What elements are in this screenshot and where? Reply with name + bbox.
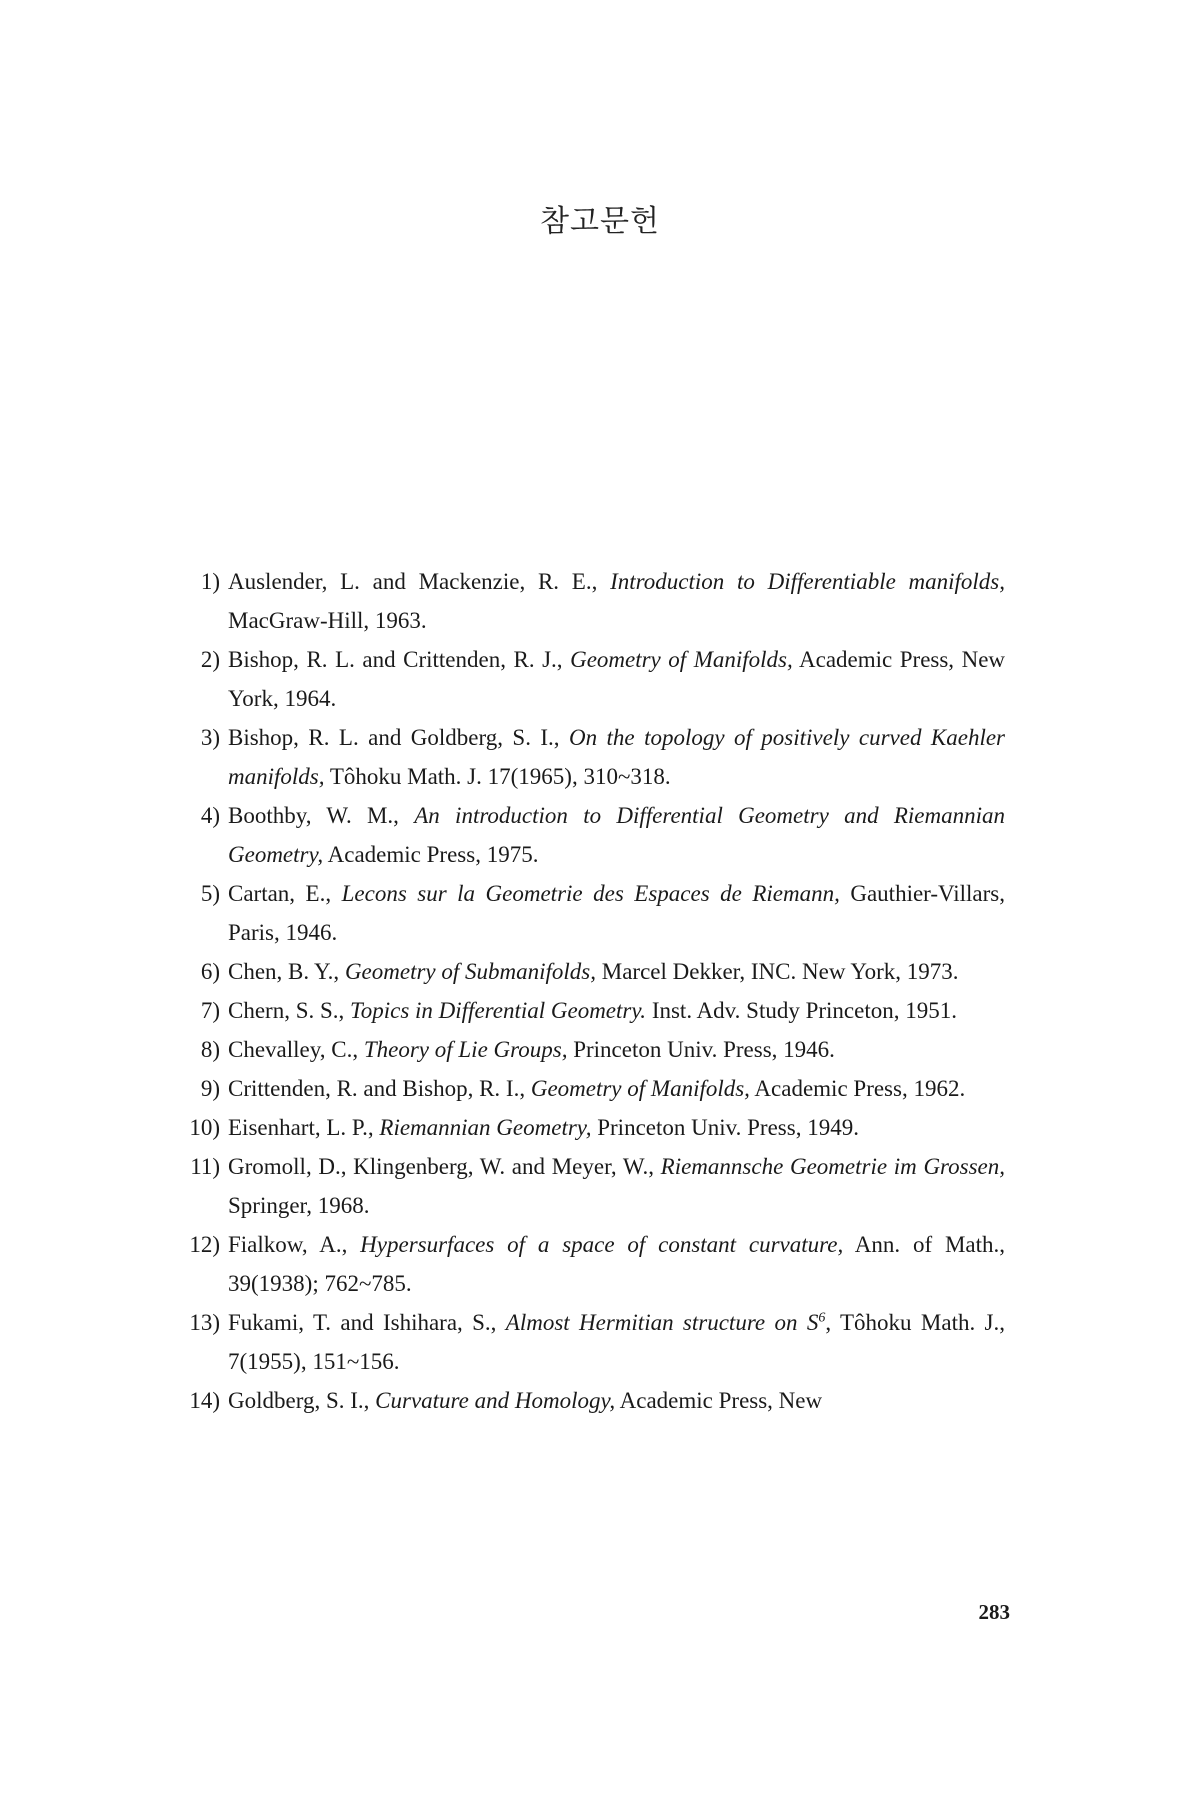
reference-authors: Bishop, R. L. and Goldberg, S. I., — [228, 725, 560, 750]
reference-item — [195, 952, 1005, 991]
reference-title: Geometry of Manifolds, — [530, 1076, 750, 1101]
reference-item — [189, 1381, 1005, 1420]
reference-number: 10) — [189, 1115, 220, 1140]
reference-item — [195, 796, 1005, 874]
reference-publication: Marcel Dekker, INC. New York, 1973. — [601, 959, 959, 984]
reference-title: Riemannsche Geometrie im Grossen, — [660, 1154, 1006, 1179]
reference-publication: Academic Press, New — [619, 1388, 823, 1413]
reference-authors: Crittenden, R. and Bishop, R. I., — [228, 1076, 526, 1101]
reference-number: 11) — [190, 1154, 220, 1179]
reference-item — [195, 1069, 1005, 1108]
reference-authors: Gromoll, D., Klingenberg, W. and Meyer, W., — [228, 1154, 654, 1179]
reference-number: 13) — [189, 1310, 220, 1335]
reference-title: Geometry of Submanifolds, — [344, 959, 596, 984]
reference-number: 1) — [200, 569, 220, 594]
reference-publication: Princeton Univ. Press, 1949. — [597, 1115, 859, 1140]
reference-item — [195, 718, 1005, 796]
reference-publication: Gauthier-Villars, Paris, 1946. — [228, 881, 1005, 945]
reference-title: Theory of Lie Groups, — [363, 1037, 568, 1062]
reference-number: 5) — [200, 881, 220, 906]
reference-list — [189, 562, 1006, 1420]
reference-item — [189, 1303, 1006, 1381]
reference-title: Lecons sur la Geometrie des Espaces de Riemann, — [341, 881, 840, 906]
reference-authors: Cartan, E., — [228, 881, 332, 906]
reference-title: Riemannian Geometry, — [379, 1115, 592, 1140]
page-title: 참고문헌 — [540, 204, 660, 239]
reference-authors: Fukami, T. and Ishihara, S., — [228, 1310, 497, 1335]
reference-number: 14) — [189, 1388, 220, 1413]
reference-authors: Boothby, W. M., — [228, 803, 399, 828]
reference-authors: Fialkow, A., — [228, 1232, 348, 1257]
page-number: 283 — [978, 1600, 1010, 1624]
reference-authors: Eisenhart, L. P., — [228, 1115, 374, 1140]
reference-title: An introduction to Differential Geometry and Riemannian Geometry, — [228, 803, 1006, 867]
reference-publication: Academic Press, New York, 1964. — [228, 647, 1006, 711]
reference-publication: Academic Press, 1962. — [754, 1076, 966, 1101]
reference-number: 9) — [200, 1076, 220, 1101]
reference-publication: , Tôhoku Math. J., 7(1955), 151~156. — [228, 1310, 1006, 1374]
reference-item — [195, 640, 1005, 718]
reference-item — [189, 1225, 1005, 1303]
reference-number: 6) — [200, 959, 220, 984]
reference-title: Topics in Differential Geometry. — [350, 998, 647, 1023]
reference-number: 4) — [200, 803, 220, 828]
reference-title: On the topology of positively curved Kaehler manifolds, — [228, 725, 1005, 789]
reference-publication: Inst. Adv. Study Princeton, 1951. — [651, 998, 957, 1023]
reference-number: 12) — [189, 1232, 220, 1257]
reference-item — [195, 991, 1005, 1030]
reference-publication: Springer, 1968. — [228, 1193, 370, 1218]
reference-item — [195, 1030, 1005, 1069]
reference-authors: Auslender, L. and Mackenzie, R. E., — [228, 569, 598, 594]
reference-authors: Chen, B. Y., — [228, 959, 340, 984]
reference-item — [195, 562, 1005, 640]
reference-publication: Princeton Univ. Press, 1946. — [573, 1037, 835, 1062]
reference-publication: Academic Press, 1975. — [327, 842, 539, 867]
reference-number: 7) — [200, 998, 220, 1023]
reference-authors: Bishop, R. L. and Crittenden, R. J., — [228, 647, 563, 672]
reference-title — [506, 1310, 826, 1335]
reference-title-superscript: 6 — [818, 1310, 826, 1326]
reference-title: Introduction to Differentiable manifolds, — [610, 569, 1006, 594]
reference-publication: Tôhoku Math. J. 17(1965), 310~318. — [329, 764, 671, 789]
reference-publication: MacGraw-Hill, 1963. — [228, 608, 427, 633]
reference-authors: Chern, S. S., — [228, 998, 345, 1023]
reference-number: 3) — [200, 725, 220, 750]
reference-title: Hypersurfaces of a space of constant curvature, — [360, 1232, 844, 1257]
reference-item — [189, 1108, 1005, 1147]
reference-title-text: Almost Hermitian structure on S — [505, 1310, 819, 1335]
reference-item — [195, 874, 1005, 952]
reference-number: 8) — [200, 1037, 220, 1062]
reference-authors: Goldberg, S. I., — [228, 1388, 370, 1413]
reference-number: 2) — [200, 647, 220, 672]
reference-publication: Ann. of Math., 39(1938); 762~785. — [228, 1232, 1005, 1296]
reference-title: Geometry of Manifolds, — [570, 647, 793, 672]
reference-authors: Chevalley, C., — [228, 1037, 359, 1062]
reference-title: Curvature and Homology, — [375, 1388, 616, 1413]
reference-item — [190, 1147, 1006, 1225]
